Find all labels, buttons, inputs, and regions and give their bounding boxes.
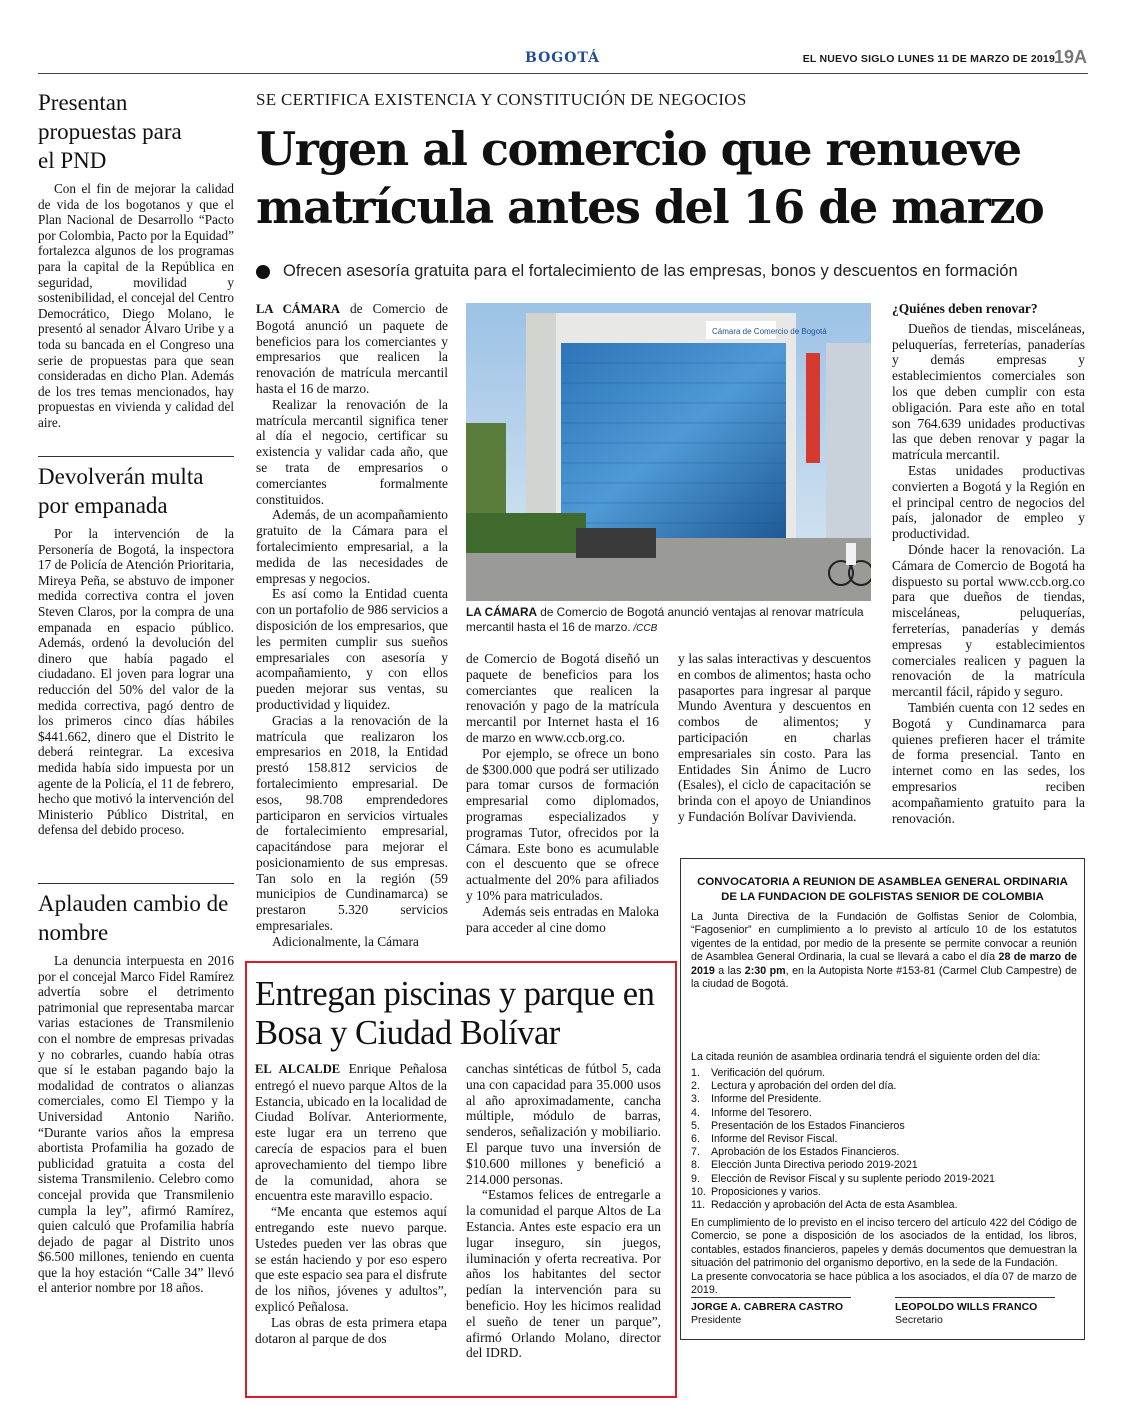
paragraph: Realizar la renovación de la matrícula mercantil significa tener al día el negocio, certificar su existencia y validar cada año, que se trata de empresarios o comerciantes formalmente constituidos. — [256, 396, 448, 507]
paragraph: Dueños de tiendas, misceláneas, peluquerías, ferreterías, panaderías y demás empresas y establecimientos comerciales son los que deben cumplir con esta obligación. Para este año en total son 764.639 unidades productivas las que deben renovar y pagar la matrícula mercantil. — [892, 320, 1085, 463]
paragraph: También cuenta con 12 sedes en Bogotá y Cundinamarca para quienes prefieren hacer el trámite de forma presencial. Tanto en internet como en las sedes, los empresarios reciben acompañamiento gratuito para la renovación. — [892, 699, 1085, 826]
section-label: BOGOTÁ — [525, 50, 600, 66]
agenda-item: 11. Redacción y aprobación del Acta de esta Asamblea. — [691, 1199, 958, 1212]
deck: Ofrecen asesoría gratuita para el fortalecimiento de las empresas, bonos y descuentos en formación — [283, 262, 1018, 280]
bosa-column-2 — [466, 1061, 661, 1361]
agenda-item: 6. Informe del Revisor Fiscal. — [691, 1133, 838, 1146]
caption-lead: LA CÁMARA — [466, 605, 537, 619]
building-photo — [466, 303, 871, 601]
bosa-column-1 — [255, 1061, 447, 1346]
masthead-date: EL NUEVO SIGLO LUNES 11 DE MARZO DE 2019 — [802, 53, 1055, 65]
photo-caption — [466, 605, 871, 636]
header-rule — [38, 73, 1088, 74]
paragraph: de Comercio de Bogotá anunció un paquete de beneficios para los comerciantes y empresarios que realicen la renovación de matrícula mercantil hasta el 16 de marzo. — [256, 301, 448, 396]
agenda-item: 9. Elección de Revisor Fiscal y su suplente periodo 2019-2021 — [691, 1172, 995, 1185]
agenda-item: 1. Verificación del quórum. — [691, 1067, 826, 1079]
paragraph: Además seis entradas en Maloka para acceder al cine domo — [466, 903, 659, 935]
bosa-headline: Entregan piscinas y parque en Bosa y Ciudad Bolívar — [255, 975, 655, 1052]
lead-in: EL ALCALDE — [255, 1062, 341, 1076]
column-subhead: ¿Quiénes deben renovar? — [892, 301, 1038, 316]
building-illustration — [466, 303, 871, 601]
notice-closing: La presente convocatoria se hace pública a los asociados, el día 07 de marzo de 2019. — [691, 1271, 1077, 1297]
main-column-1 — [256, 301, 448, 950]
story-headline: Aplauden cambio de nombre — [38, 891, 229, 945]
bullet-icon — [256, 265, 270, 279]
paragraph: canchas sintéticas de fútbol 5, cada una con capacidad para 35.000 usos al año aproximadamente, cancha múltiple, módulo de barras, senderos, señalización y mobiliario. El parque tuvo una inversión de $10.600 millones y benefició a 214.000 personas. — [466, 1061, 661, 1187]
agenda-item: 8. Elección Junta Directiva periodo 2019-2021 — [691, 1159, 918, 1172]
agenda-item: 2. Lectura y aprobación del orden del día. — [691, 1080, 897, 1093]
agenda-item: 7. Aprobación de los Estados Financieros. — [691, 1146, 900, 1159]
paragraph: Las obras de esta primera etapa dotaron al parque de dos — [255, 1314, 447, 1346]
notice-compliance: En cumplimiento de lo previsto en el inciso tercero del artículo 422 del Código de Comercio, se pone a disposición de los asociados de la entidad, los libros, contables, estados financieros, papeles y demás documentos que demuestran la situación del patrimonio del organismo deportivo, en la sede de la Fundación. — [691, 1217, 1077, 1270]
paragraph: “Me encanta que estemos aquí entregando este nuevo parque. Ustedes pueden ver las obras que se están haciendo y por eso espero que este espacio sea para el disfrute de los niños, jóvenes y adultos”, explicó Peñalosa. — [255, 1204, 447, 1314]
agenda-list — [691, 1067, 1077, 1212]
story-body: La denuncia interpuesta en 2016 por el concejal Marco Fidel Ramírez advertía sobre el detrimento patrimonial que representaba marcar varias estaciones de Transmilenio con el nombre de empresas privadas y no cobrarles, cuando había otras que sí le estaban pagando bajo la modalidad de contratos o alianzas comerciales, como El Tiempo y la Universidad Antonio Nariño. “Durante varios años la empresa abortista Profamilia ha gozado de publicidad gratuita a costa del sistema Transmilenio. Celebro como concejal provida que Transmilenio cumpla la ley”, afirmó Ramírez, quien calculó que Profamilia habría dejado de pagar al Distrito unos $6.500 millones, teniendo en cuenta que la hoy estación “Calle 34” llevó el anterior nombre por 18 años. — [38, 953, 234, 1296]
agenda-item: 10. Proposiciones y varios. — [691, 1185, 821, 1198]
building-sign: Cámara de Comercio de Bogotá — [712, 327, 827, 336]
agenda-item: 4. Informe del Tesorero. — [691, 1106, 812, 1119]
notice-title: CONVOCATORIA A REUNION DE ASAMBLEA GENERAL ORDINARIA DE LA FUNDACION DE GOLFISTAS SENIOR DE COLOMBIA — [697, 876, 1068, 903]
paragraph: de Comercio de Bogotá diseñó un paquete de beneficios para los comerciantes que realicen la renovación y pago de la matrícula mercantil por Internet hasta el 16 de marzo en www.ccb.org.co. — [466, 651, 659, 745]
photo-credit: /CCB — [630, 623, 658, 634]
assembly-notice — [680, 858, 1085, 1340]
agenda-item: 3. Informe del Presidente. — [691, 1093, 822, 1106]
page-number: 19A — [1053, 47, 1087, 67]
story-body: Con el fin de mejorar la calidad de vida de los bogotanos y que el Plan Nacional de Desarrollo “Pacto por Colombia, Pacto por la Equidad” fortalezca algunos de los programas para la capital de la República en seguridad, movilidad y sostenibilidad, el concejal del Centro Democrático, Diego Molano, le presentó al senador Álvaro Uribe y a toda su bancada en el Congreso una serie de propuestas para que sean consideradas en dicho Plan. Además de los tres temas mencionados, hay propuestas en vivienda y calidad del aire. — [38, 181, 234, 430]
kicker: SE CERTIFICA EXISTENCIA Y CONSTITUCIÓN DE NEGOCIOS — [256, 90, 747, 109]
paragraph: Adicionalmente, la Cámara — [272, 933, 419, 949]
sidebar-story-pnd — [38, 88, 234, 431]
paragraph: “Estamos felices de entregarle a la comunidad el parque Altos de La Estancia. Antes este espacio era un lugar inseguro, sin juegos, iluminación y oferta recreativa. Por años los habitantes del sector pedían la intervención para su beneficio. Hoy les hicimos realidad el sueño de tener un parque”, afirmó Orlando Molano, director del IDRD. — [466, 1187, 661, 1361]
signature-president: JORGE A. CABRERA CASTRO Presidente — [691, 1297, 851, 1327]
story-body: Por la intervención de la Personería de Bogotá, la inspectora 17 de Policía de Atención Prioritaria, Mireya Peña, se abstuvo de imponer medida correctiva contra el joven Steven Claros, por la compra de una empanada en espacio público. Además, ordenó la devolución del dinero que había pagado el ciudadano. El joven para lograr una reducción del 50% del valor de la medida correctiva, pagó dentro de los primeros cinco días hábiles $441.662, dinero que el Distrito le deberá reintegrar. La excesiva medida había sido impuesta por un agente de la Policía, el 11 de febrero, hecho que motivó la intervención del Ministerio Público Distrital, en defensa del debido proceso. — [38, 526, 234, 838]
sidebar-story-empanada — [38, 462, 234, 838]
notice-agenda-intro: La citada reunión de asamblea ordinaria tendrá el siguiente orden del día: — [691, 1051, 1041, 1063]
paragraph: Además, de un acompañamiento gratuito de la Cámara para el fortalecimiento empresarial, a la medida de las necesidades de empresas y negocios. — [256, 507, 448, 586]
caption-text: de Comercio de Bogotá anunció ventajas al renovar matrícula mercantil hasta el 16 de marzo. — [466, 605, 864, 634]
lead-in: LA CÁMARA — [256, 302, 340, 316]
sidebar-story-transmilenio — [38, 889, 234, 1296]
main-column-4 — [892, 301, 1085, 826]
paragraph: Por ejemplo, se ofrece un bono de $300.000 que podrá ser utilizado para tomar cursos de formación empresarial como diplomados, programas especializados y programas Tutor, ofrecidos por la Cámara. Este bono es acumulable con el descuento que se ofrece actualmente del 20% para afiliados y 10% para matriculados. — [466, 745, 659, 903]
signature-secretary: LEOPOLDO WILLS FRANCO Secretario — [895, 1297, 1055, 1327]
notice-intro: La Junta Directiva de la Fundación de Golfistas Senior de Colombia, “Fagosenior” en cumplimiento a lo previsto al artículo 10 de los estatutos vigentes de la entidad, por medio de la presente se permite convocar a reunión de Asamblea General Ordinaria, la cual se llevará a cabo el día 28 de marzo de 2019 a las 2:30 pm, en la Autopista Norte #153-81 (Carmel Club Campestre) de la ciudad de Bogotá. — [691, 911, 1077, 991]
paragraph: Estas unidades productivas convierten a Bogotá y la Región en el principal centro de negocios del país, jalonador de empleo y productividad. — [892, 462, 1085, 542]
sidebar-divider — [38, 456, 234, 457]
story-headline: Presentan propuestas para el PND — [38, 90, 182, 173]
agenda-item: 5. Presentación de los Estados Financieros — [691, 1119, 905, 1132]
paragraph: Enrique Peñalosa entregó el nuevo parque Altos de la Estancia, ubicado en la localidad de Ciudad Bolívar. Anteriormente, este lugar era un terreno que carecía de espacios para el buen aprovechamiento del tiempo libre de la comunidad, ahora se encuentra este maravillo espacio. — [255, 1061, 448, 1204]
sidebar-divider — [38, 883, 234, 884]
paragraph: y las salas interactivas y descuentos en combos de alimentos; hasta ocho pasaportes para ingresar al parque Mundo Aventura y descuentos en combos de alimentos; y participación en charlas empresariales sin costo. Para las Entidades Sin Ánimo de Lucro (Esales), el ciclo de capacitación se brinda con el apoyo de Uniandinos y Fundación Bolívar Davivienda. — [678, 651, 872, 824]
main-column-2 — [466, 651, 659, 935]
story-headline: Devolverán multa por empanada — [38, 464, 204, 518]
main-headline: Urgen al comercio que renueve matrícula antes del 16 de marzo — [256, 122, 1044, 234]
paragraph: Es así como la Entidad cuenta con un portafolio de 986 servicios a disposición de los empresarios, que les permiten cumplir sus sueños empresariales con asesoría y acompañamiento, y con ellos pueden mejorar sus ventas, su productividad y liquidez. — [256, 586, 448, 712]
main-column-3 — [678, 651, 871, 825]
paragraph: Dónde hacer la renovación. La Cámara de Comercio de Bogotá ha dispuesto su portal www.ccb.org.co para que dueños de tiendas, misceláneas, peluquerías, ferreterías, panaderías y demás empresas y establecimientos comerciales realicen y paguen la renovación de la matrícula mercantil fácil, rápido y seguro. — [892, 541, 1085, 700]
paragraph: Gracias a la renovación de la matrícula que realizaron los empresarios en 2018, la Entidad prestó 158.812 servicios de fortalecimiento empresarial. De esos, 98.708 emprendedores participaron en servicios virtuales de fortalecimiento empresarial, capacitándose para mejorar el posicionamiento de sus empresas. Tan solo en la región (59 municipios de Cundinamarca) se prestaron 5.320 servicios empresariales. — [256, 712, 448, 934]
